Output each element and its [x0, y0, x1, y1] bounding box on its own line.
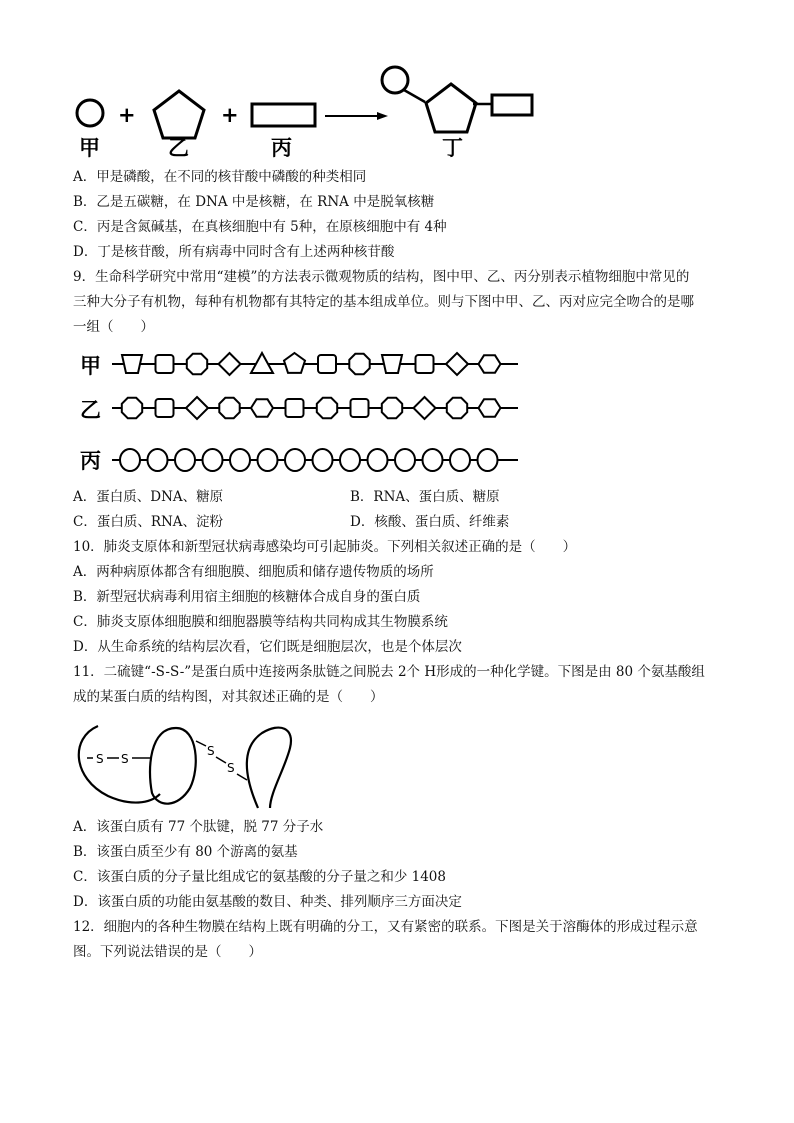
- q8-option-d: D．丁是核苷酸，所有病毒中同时含有上述两种核苷酸: [73, 244, 395, 260]
- monomer-hex: [479, 399, 501, 416]
- monomer-circ: [120, 449, 140, 471]
- sugar-pentagon: [154, 91, 204, 138]
- nucleotide-base-rectangle: [492, 95, 532, 115]
- monomer-circ: [175, 449, 195, 471]
- monomer-circ: [258, 449, 278, 471]
- q11-option-d: D．该蛋白质的功能由氨基酸的数目、种类、排列顺序三方面决定: [73, 894, 462, 910]
- q11-option-a: A．该蛋白质有 77 个肽键，脱 77 分子水: [73, 819, 324, 835]
- monomer-sq: [156, 355, 174, 373]
- monomer-circ: [203, 449, 223, 471]
- phosphate-bond-line: [404, 90, 425, 102]
- phosphate-circle: [77, 100, 103, 126]
- reaction-arrow-head: [377, 112, 388, 120]
- monomer-circ: [423, 449, 443, 471]
- plus-sign-2: +: [221, 103, 239, 127]
- monomer-dia: [414, 397, 436, 419]
- monomer-circ: [285, 449, 305, 471]
- monomer-dia: [186, 397, 208, 419]
- q9-option-b: B．RNA、蛋白质、糖原: [350, 489, 500, 505]
- label-ding: 丁: [442, 136, 463, 160]
- nucleotide-diagram: [0, 0, 794, 170]
- q10-option-d: D．从生命系统的结构层次看，它们既是细胞层次，也是个体层次: [73, 639, 462, 655]
- monomer-circ: [395, 449, 415, 471]
- bond-line: [196, 741, 206, 746]
- monomer-dia: [446, 353, 468, 375]
- chain-label-yi: 乙: [80, 398, 101, 422]
- monomer-sq: [318, 355, 336, 373]
- chain-label-bing: 丙: [80, 449, 101, 473]
- monomer-pent: [284, 353, 305, 373]
- monomer-circ: [478, 449, 498, 471]
- plus-sign-1: +: [118, 103, 136, 127]
- q8-option-b: B．乙是五碳糖，在 DNA 中是核糖，在 RNA 中是脱氧核糖: [73, 194, 435, 210]
- monomer-sq: [351, 399, 369, 417]
- q9-option-d: D．核酸、蛋白质、纤维素: [350, 514, 510, 530]
- monomer-circ: [368, 449, 388, 471]
- q9-stem-line-3: 一组（ ）: [73, 319, 154, 335]
- monomer-hex: [251, 399, 273, 416]
- q9-option-c: C．蛋白质、RNA、淀粉: [73, 514, 224, 530]
- monomer-circ: [148, 449, 168, 471]
- monomer-trap: [122, 355, 142, 373]
- q9-stem-line-1: 9．生命科学研究中常用“建模”的方法表示微观物质的结构，图中甲、乙、丙分别表示植物细胞中常见的: [73, 269, 690, 285]
- q12-stem-line-2: 图。下列说法错误的是（ ）: [73, 944, 262, 960]
- label-jia: 甲: [79, 136, 100, 160]
- peptide-chain-right: [247, 728, 291, 808]
- q11-stem-line-2: 成的某蛋白质的结构图，对其叙述正确的是（ ）: [73, 689, 384, 705]
- nucleotide-phosphate-circle: [382, 67, 408, 93]
- monomer-oct: [122, 398, 142, 418]
- q8-option-a: A．甲是磷酸，在不同的核苷酸中磷酸的种类相同: [73, 169, 367, 185]
- monomer-sq: [156, 399, 174, 417]
- monomer-oct: [349, 354, 369, 374]
- monomer-circ: [450, 449, 470, 471]
- monomer-oct: [187, 354, 207, 374]
- q11-stem-line-1: 11．二硫键“-S-S-”是蛋白质中连接两条肽链之间脱去 2个 H形成的一种化学键。下图是由 80 个氨基酸组: [73, 664, 705, 680]
- monomer-sq: [416, 355, 434, 373]
- protein-disulfide-diagram: [0, 708, 794, 818]
- monomer-oct: [447, 398, 467, 418]
- q9-option-a: A．蛋白质、DNA、糖原: [73, 489, 224, 505]
- monomer-oct: [219, 398, 239, 418]
- monomer-hex: [479, 355, 501, 372]
- polymer-chain-diagram: [0, 340, 794, 480]
- bond-line: [237, 774, 247, 780]
- q11-option-b: B．该蛋白质至少有 80 个游离的氨基: [73, 844, 298, 860]
- monomer-circ: [340, 449, 360, 471]
- base-rectangle: [252, 104, 315, 126]
- disulfide-bond-2: [216, 757, 226, 763]
- q8-option-c: C．丙是含氮碱基，在真核细胞中有 5种，在原核细胞中有 4种: [73, 219, 447, 235]
- q11-option-c: C．该蛋白质的分子量比组成它的氨基酸的分子量之和少 1408: [73, 869, 446, 885]
- q10-option-a: A．两种病原体都含有细胞膜、细胞质和储存遗传物质的场所: [73, 564, 434, 580]
- q10-option-c: C．肺炎支原体细胞膜和细胞器膜等结构共同构成其生物膜系统: [73, 614, 448, 630]
- nucleotide-sugar-pentagon: [426, 84, 476, 132]
- peptide-chain-left: [79, 726, 160, 803]
- monomer-dia: [219, 353, 241, 375]
- monomer-oct: [317, 398, 337, 418]
- sulfur-atom-2: S: [121, 752, 129, 766]
- chain-label-jia: 甲: [80, 354, 101, 378]
- q10-option-b: B．新型冠状病毒利用宿主细胞的核糖体合成自身的蛋白质: [73, 589, 421, 605]
- peptide-chain-middle: [150, 728, 196, 804]
- monomer-trap: [382, 355, 402, 373]
- monomer-circ: [313, 449, 333, 471]
- sulfur-atom-4: S: [227, 761, 235, 775]
- sulfur-atom-3: S: [207, 744, 215, 758]
- sulfur-atom-1: S: [96, 752, 104, 766]
- monomer-circ: [230, 449, 250, 471]
- q9-stem-line-2: 三种大分子有机物，每种有机物都有其特定的基本组成单位。则与下图中甲、乙、丙对应完全吻合的是哪: [73, 294, 694, 310]
- monomer-sq: [286, 399, 304, 417]
- q12-stem-line-1: 12．细胞内的各种生物膜在结构上既有明确的分工，又有紧密的联系。下图是关于溶酶体的形成过程示意: [73, 919, 698, 935]
- label-yi: 乙: [168, 136, 189, 160]
- monomer-oct: [382, 398, 402, 418]
- label-bing: 丙: [271, 136, 292, 160]
- q10-stem: 10．肺炎支原体和新型冠状病毒感染均可引起肺炎。下列相关叙述正确的是（ ）: [73, 539, 577, 555]
